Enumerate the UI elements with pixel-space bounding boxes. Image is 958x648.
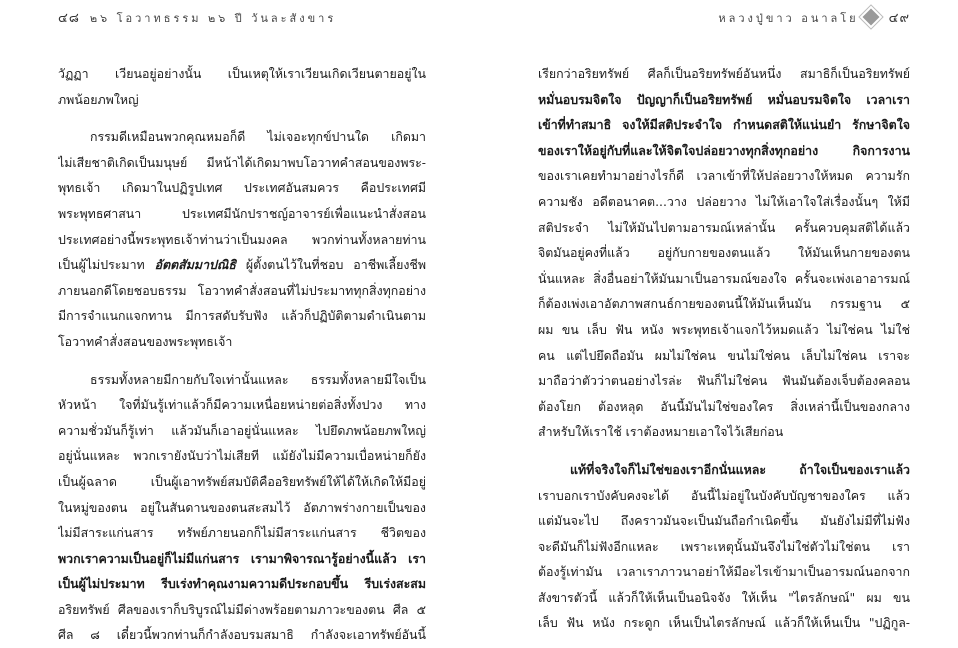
text-line: เป็นผู้ไม่ประมาท รีบเร่งทำคุณงามความดีประกอบขึ้น รีบเร่งสะสม xyxy=(58,576,426,592)
left-page-header xyxy=(58,7,426,25)
right-page-text xyxy=(538,61,910,636)
text-line: หัวหน้า ใจที่มันรู้เท่าแล้วก็มีความเหนื่อยหน่ายต่อสิ่งทั้งปวง ทาง xyxy=(58,397,426,413)
text-line: โอวาทคำสั่งสอนของพระพุทธเจ้า xyxy=(58,333,233,349)
emphasis-term: อัตตสัมมาปณิธิ xyxy=(154,257,236,273)
text-line: พวกเราความเป็นอยู่ก็ไม่มีแก่นสาร เรามาพิจารณารู้อย่างนี้แล้ว เรา xyxy=(58,550,426,566)
text-line: หมั่นอบรมจิตใจ ปัญญาก็เป็นอริยทรัพย์ หมั่นอบรมจิตใจ เวลาเรา xyxy=(538,91,910,107)
text-line: เข้าที่ทำสมาธิ จงให้มีสติประจำใจ กำหนดสติให้แน่นยำ รักษาจิตใจ xyxy=(538,117,910,133)
text-line: มีการจำแนกแจกทาน มีการสดับรับฟัง แล้วก็ปฏิบัติตามดำเนินตาม xyxy=(58,308,426,324)
text-line: อยู่นั่นแหละ พวกเรายังนับว่าไม่เสียที แม้ยังไม่มีความเบื่อหน่ายก็ยัง xyxy=(58,448,426,464)
left-page-text xyxy=(58,61,426,648)
left-page-number: ๔๘ xyxy=(58,11,80,26)
text-line xyxy=(58,252,426,278)
text-line: ประเทศอย่างนี้พระพุทธเจ้าท่านว่าเป็นมงคล พวกท่านทั้งหลายท่าน xyxy=(58,231,426,247)
text-line: ต้องโยก ต้องหลุด อันนี้มันไม่ใช่ของใคร สิ่งเหล่านี้เป็นของกลาง xyxy=(538,398,910,414)
text-line: สังขารตัวนี้ แล้วก็ให้เห็นเป็นอนิจจัง ให้เห็น "ไตรลักษณ์" ผม ขน xyxy=(538,589,910,605)
text-run: ผู้ตั้งตนไว้ในที่ชอบ อาชีพเลี้ยงชีพ xyxy=(235,257,426,273)
text-line: พระพุทธศาสนา ประเทศมีนักปราชญ์อาจารย์เพื่อแนะนำสั่งสอน xyxy=(58,205,426,221)
diamond-ornament-icon xyxy=(862,9,879,26)
text-line: เป็นผู้ฉลาด เป็นผู้เอาทรัพย์สมบัติคืออริยทรัพย์ให้ได้ให้เกิดให้มีอยู่ xyxy=(58,473,426,489)
text-line: ก็ต้องเพ่งเอาอัตภาพสกนธ์กายของตนนี้ให้มันเห็นมัน กรรมฐาน ๕ xyxy=(538,296,910,312)
right-running-head: หลวงปู่ขาว อนาลโย xyxy=(718,12,859,25)
text-line: จะดีมันก็ไม่ฟังอีกแหละ เพราะเหตุนั้นมันจึงไม่ใช่ตัวไม่ใช่ตน เรา xyxy=(538,538,910,554)
right-page-header xyxy=(538,7,910,25)
right-page-number: ๔๙ xyxy=(888,11,910,26)
text-line: ของเราเคยทำมาอย่างไรก็ดี เวลาเข้าที่ให้ปล่อยวางให้หมด ความรัก xyxy=(538,168,910,184)
text-line: ไม่มีสาระแก่นสาร ทรัพย์ภายนอกก็ไม่มีสาระแก่นสาร ชีวิตของ xyxy=(58,525,426,541)
text-line: ศีล ๘ เดี๋ยวนี้พวกท่านก็กำลังอบรมสมาธิ กำลังจะเอาทรัพย์อันนี้ xyxy=(58,627,426,643)
text-line: ในหมู่ของตน อยู่ในสันดานของตนสะสมไว้ อัตภาพร่างกายเป็นของ xyxy=(58,499,426,515)
text-line: ธรรมทั้งหลายมีกายกับใจเท่านั้นแหละ ธรรมทั้งหลายมีใจเป็น xyxy=(90,371,426,387)
text-line: ภายนอกดีโดยชอบธรรม โอวาทคำสั่งสอนที่ไม่ประมาททุกสิ่งทุกอย่าง xyxy=(58,282,426,298)
text-line: ต้องรู้เท่ามัน เวลาเราภาวนาอย่าให้มีอะไรเข้ามาเป็นอารมณ์นอกจาก xyxy=(538,564,910,580)
text-line: เราบอกเราบังคับคงจะได้ อันนี้ไม่อยู่ในบังคับบัญชาของใคร แล้ว xyxy=(538,487,910,503)
left-page xyxy=(58,0,426,643)
text-line: วัฏฏา เวียนอยู่อย่างนั้น เป็นเหตุให้เราเวียนเกิดเวียนตายอยู่ใน xyxy=(58,66,426,81)
text-line: แต่มันจะไป ถึงคราวมันจะเป็นมันถือกำเนิดขึ้น มันยังไม่มีที่ไม่ฟัง xyxy=(538,513,910,529)
text-line: ความชั่วมันก็รู้เท่า แล้วมันก็เอาอยู่นั่นแหละ ไปยึดภพน้อยภพใหญ่ xyxy=(58,422,426,438)
text-line: กรรมดีเหมือนพวกคุณหมอก็ดี ไม่เจอะทุกข์ปานใด เกิดมา xyxy=(90,129,426,145)
text-line: เรียกว่าอริยทรัพย์ ศีลก็เป็นอริยทรัพย์อันหนึ่ง สมาธิก็เป็นอริยทรัพย์ xyxy=(538,66,910,81)
right-page xyxy=(538,0,910,631)
text-line: สำหรับให้เราใช้ เราต้องหมายเอาใจไว้เสียก่อน xyxy=(538,424,784,440)
text-run: เป็นผู้ไม่ประมาท xyxy=(58,257,155,273)
text-line: ของเราให้อยู่กับที่และให้จิตใจปล่อยวางทุกสิ่งทุกอย่าง กิจการงาน xyxy=(538,142,910,158)
text-line: แท้ที่จริงใจก็ไม่ใช่ของเราอีกนั่นแหละ ถ้าใจเป็นของเราแล้ว xyxy=(570,461,910,477)
text-line: อริยทรัพย์ ศีลของเราก็บริบูรณ์ไม่มีด่างพร้อยตามภาวะของตน ศีล ๕ xyxy=(58,601,426,617)
text-line: ความชัง อดีตอนาคต...วาง ปล่อยวาง ไม่ให้เอาใจใส่เรื่องนั้นๆ ให้มี xyxy=(538,193,910,209)
text-line: ภพน้อยภพใหญ่ xyxy=(58,91,139,107)
text-line: สติประจำ ไม่ให้มันไปตามอารมณ์เหล่านั้น ครั้นควบคุมสติได้แล้ว xyxy=(538,219,910,235)
text-line: นั่นแหละ สิ่งอื่นอย่าให้มันมาเป็นอารมณ์ของใจ ครั้นจะเพ่งเอาอารมณ์ xyxy=(538,270,910,286)
text-line: ผม ขน เล็บ ฟัน หนัง พระพุทธเจ้าแจกไว้หมดแล้ว ไม่ใช่คน ไม่ใช่ xyxy=(538,321,910,337)
text-line: พุทธเจ้า เกิดมาในปฏิรูปเทศ ประเทศอันสมควร คือประเทศมี xyxy=(58,180,426,196)
text-line: เล็บ ฟัน หนัง กระดูก เห็นเป็นไตรลักษณ์ แล้วก็ให้เห็นเป็น "ปฏิกูล- xyxy=(538,615,910,631)
text-line: คน แต่ไปยึดถือมัน ผมไม่ใช่คน ขนไม่ใช่คน เล็บไม่ใช่คน เราจะ xyxy=(538,347,910,363)
text-line: มาถือว่าตัวว่าตนอย่างไรล่ะ ฟันก็ไม่ใช่คน ฟันมันต้องเจ็บต้องคลอน xyxy=(538,373,910,389)
text-line: ไม่เสียชาติเกิดเป็นมนุษย์ มีหน้าได้เกิดมาพบโอวาทคำสอนของพระ- xyxy=(58,154,426,170)
left-running-head: ๒๖ โอวาทธรรม ๒๖ ปี วันละสังขาร xyxy=(89,12,337,25)
text-line: จิตมันอยู่คงที่แล้ว อยู่กับกายของตนแล้ว ให้มันเห็นกายของตน xyxy=(538,245,910,261)
